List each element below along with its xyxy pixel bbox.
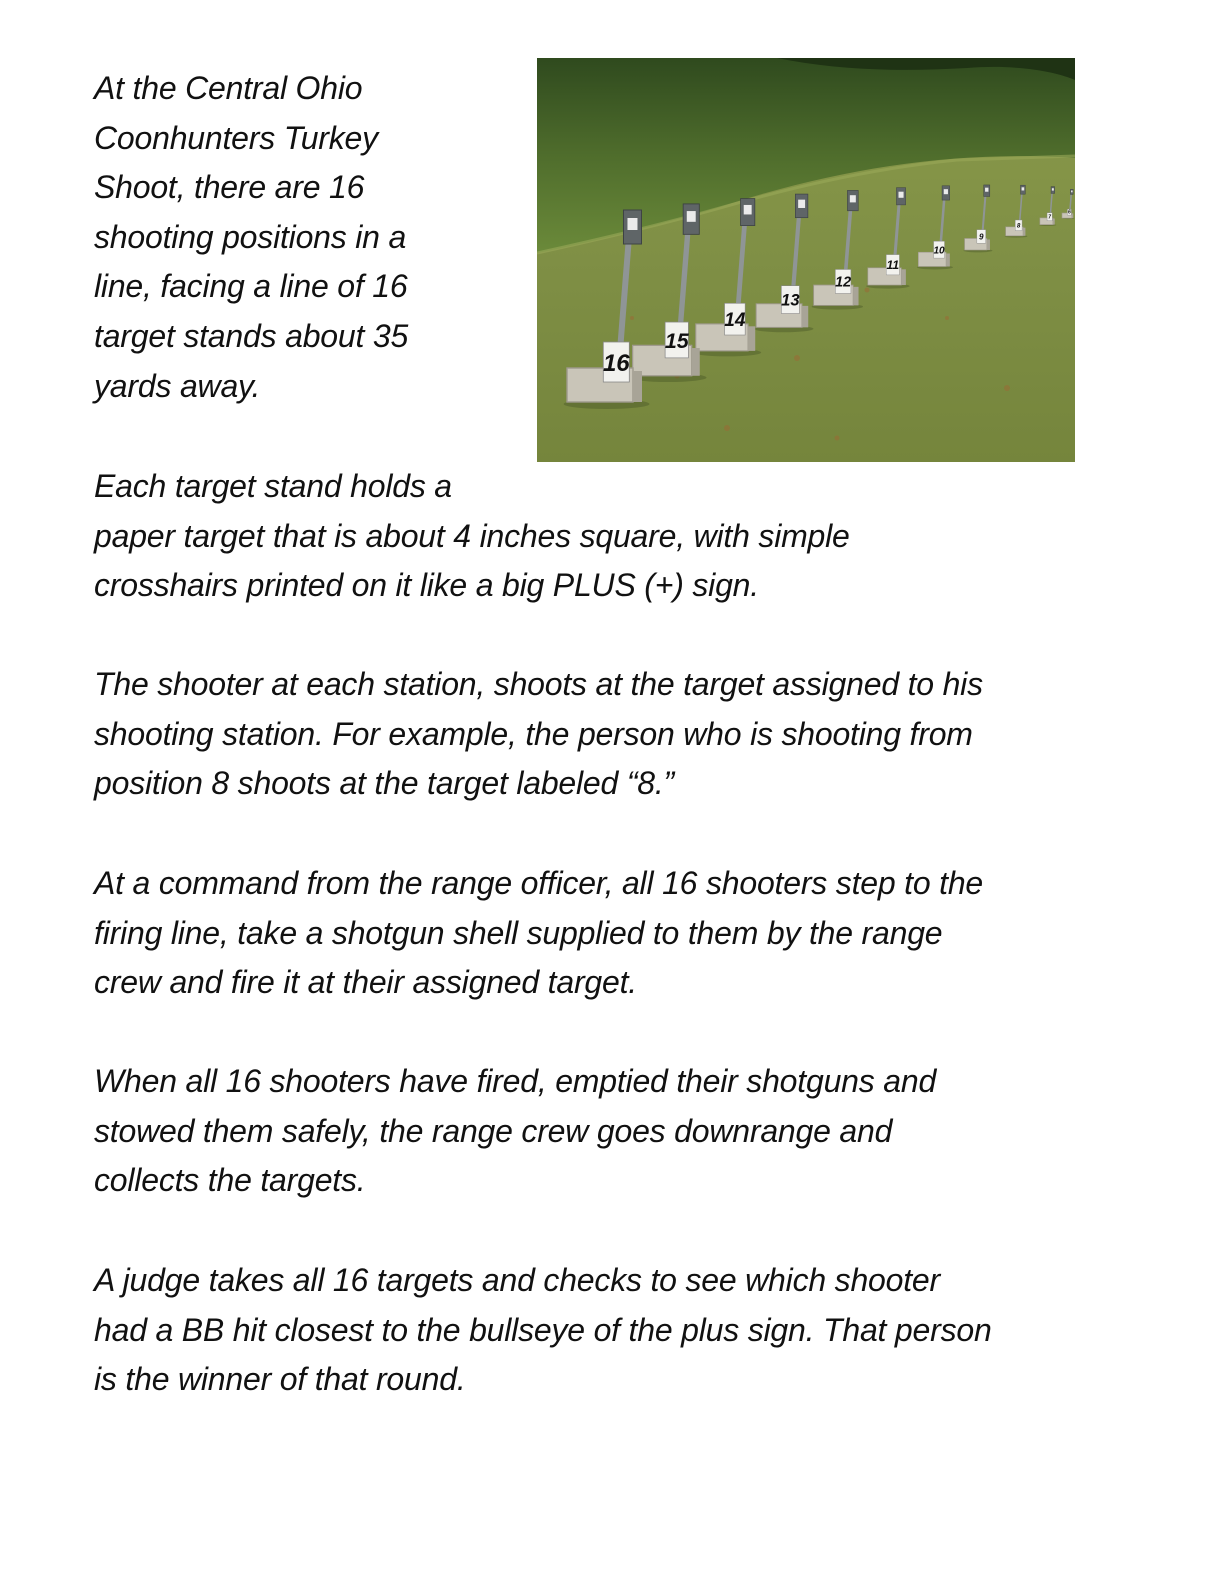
text-line: position 8 shoots at the target labeled “8.” bbox=[94, 765, 675, 802]
text-line: paper target that is about 4 inches square, with simple bbox=[94, 517, 850, 554]
text-line: shooting station. For example, the person who is shooting from bbox=[94, 715, 973, 752]
stand-number-label: 7 bbox=[1048, 214, 1052, 221]
text-line: Each target stand holds a bbox=[94, 468, 452, 504]
text-line: target stands about 35 bbox=[94, 317, 409, 354]
text-line: line, facing a line of 16 bbox=[94, 268, 408, 305]
paragraph-range-command bbox=[94, 859, 983, 1008]
text-line: A judge takes all 16 targets and checks to see which shooter bbox=[94, 1262, 940, 1298]
text-line: Coonhunters Turkey bbox=[94, 119, 378, 156]
text-line: is the winner of that round. bbox=[94, 1361, 466, 1398]
text-line: The shooter at each station, shoots at the target assigned to his bbox=[94, 666, 983, 702]
stand-number-label: 12 bbox=[835, 274, 852, 291]
stand-number-label: 11 bbox=[886, 258, 900, 273]
stand-number-label: 14 bbox=[724, 310, 746, 332]
text-line: At a command from the range officer, all 16 shooters step to the bbox=[94, 865, 984, 901]
stand-number-label: 16 bbox=[602, 349, 630, 377]
stand-number-label: 8 bbox=[1016, 222, 1021, 230]
text-line: collects the targets. bbox=[94, 1162, 366, 1199]
paragraph-shooting-stations bbox=[94, 660, 983, 809]
text-line: When all 16 shooters have fired, emptied their shotguns and bbox=[94, 1063, 937, 1099]
paragraph-judging bbox=[94, 1256, 992, 1405]
text-line: Shoot, there are 16 bbox=[94, 169, 365, 206]
text-line: shooting positions in a bbox=[94, 218, 407, 255]
text-line: firing line, take a shotgun shell supplied to them by the range bbox=[94, 914, 943, 951]
text-line: crosshairs printed on it like a big PLUS (+) sign. bbox=[94, 567, 759, 604]
text-line: yards away. bbox=[94, 367, 261, 404]
text-line: had a BB hit closest to the bullseye of the plus sign. That person bbox=[94, 1311, 992, 1348]
text-line: crew and fire it at their assigned target. bbox=[94, 964, 637, 1001]
text-line: stowed them safely, the range crew goes downrange and bbox=[94, 1112, 893, 1149]
paragraph-target-description bbox=[94, 462, 850, 611]
stand-number-label: 9 bbox=[979, 232, 984, 242]
target-stands-photo bbox=[537, 58, 1075, 462]
paragraph-collect-targets bbox=[94, 1057, 936, 1206]
text-line: At the Central Ohio bbox=[94, 70, 363, 106]
stand-number-label: 10 bbox=[933, 245, 945, 257]
intro-paragraph bbox=[94, 64, 408, 411]
stand-number-label: 15 bbox=[664, 328, 689, 353]
stand-number-label: 6 bbox=[1068, 209, 1071, 216]
stand-number-label: 13 bbox=[781, 290, 800, 310]
